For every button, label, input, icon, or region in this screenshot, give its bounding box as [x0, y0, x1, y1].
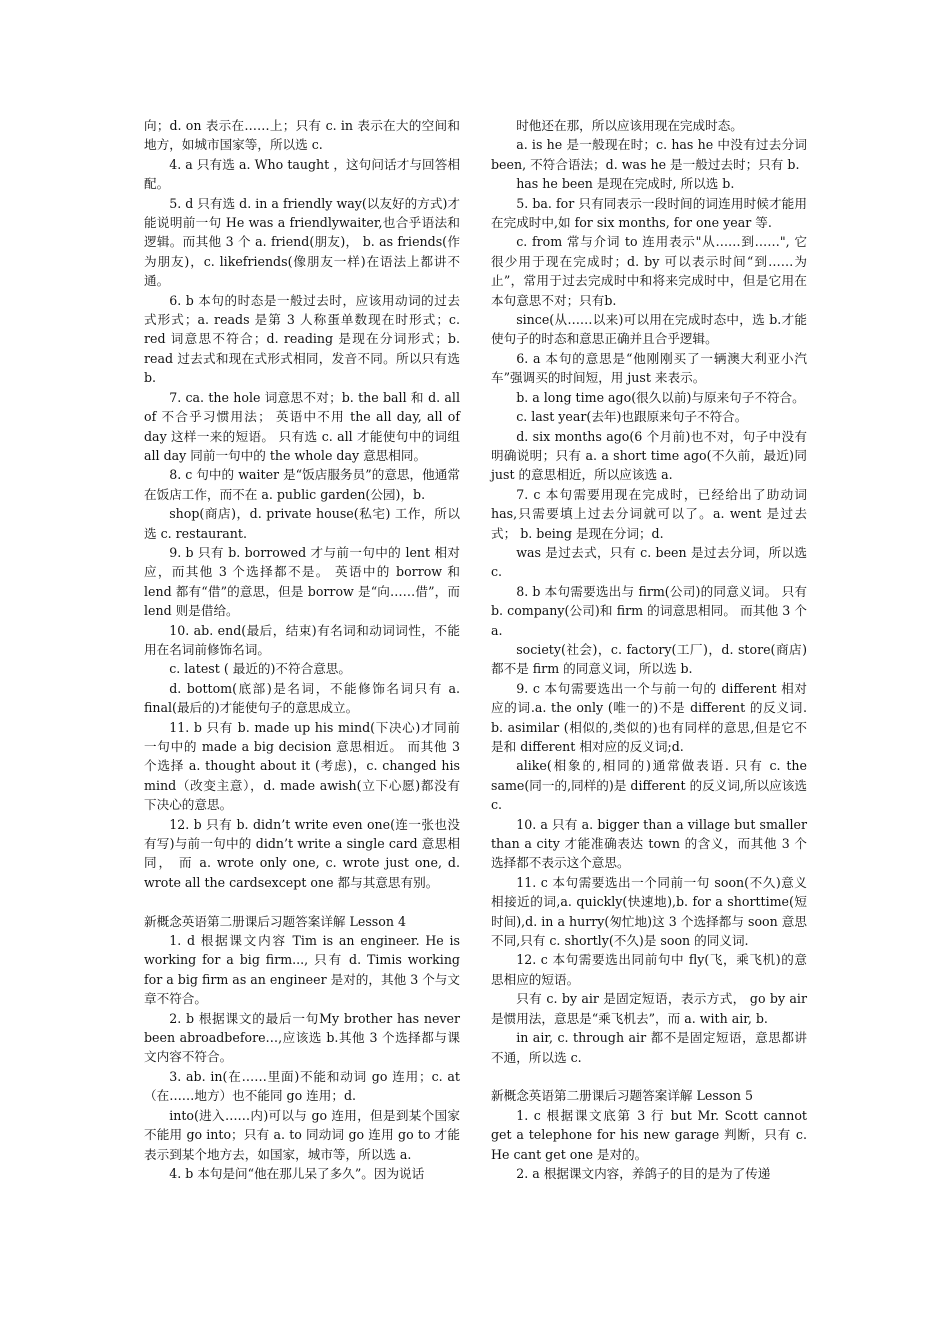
paragraph: shop(商店)，d. private house(私宅) 工作，所以选 c. restaurant. — [144, 506, 460, 541]
paragraph: has he been 是现在完成时, 所以选 b. — [516, 176, 735, 192]
paragraph: c. last year(去年)也跟原来句子不符合。 — [516, 409, 748, 425]
paragraph: in air, c. through air 都不是固定短语，意思都讲不通，所以选 c. — [491, 1030, 807, 1065]
paragraph: d. six months ago(6 个月前)也不对，句子中没有明确说明；只有 a. a short time ago(不久前，最近)同 just 的意思相近，所以应该选 a. — [491, 428, 807, 483]
section-heading: 新概念英语第二册课后习题答案详解 Lesson 4 — [144, 913, 406, 929]
paragraph: 4. a 只有选 a. Who taught ，这句问话才与回答相配。 — [144, 156, 460, 192]
paragraph: 10. a 只有 a. bigger than a village but smaller than a city 才能准确表达 town 的含义，而其他 3 个选择都不表示这个意思。 — [491, 816, 807, 871]
paragraph: 6. a 本句的意思是“他刚刚买了一辆澳大利亚小汽车”强调买的时间短，用 just 来表示。 — [491, 350, 807, 386]
paragraph: society(社会)，c. factory(工厂)，d. store(商店)都不是 firm 的同意义词，所以选 b. — [491, 641, 807, 677]
paragraph: 5. d 只有选 d. in a friendly way(以友好的方式)才能说明前一句 He was a friendlywaiter,也合乎语法和逻辑。而其他 3 个 a. friend(朋友)， b. as friends(作为朋友)，c. likefriends(像朋友一样)在语法上都讲不通。 — [144, 195, 460, 289]
paragraph: since(从……以来)可以用在完成时态中，选 b.才能使句子的时态和意思正确并且合乎逻辑。 — [491, 312, 807, 347]
paragraph: into(进入……内)可以与 go 连用，但是到某个国家不能用 go into；只有 a. to 同动词 go 连用 go to 才能表示到某个地方去，如国家，城市等，所以选 a. — [144, 1107, 460, 1162]
paragraph: 6. b 本句的时态是一般过去时，应该用动词的过去式形式；a. reads 是第 3 人称蛋单数现在时形式；c. red 词意思不符合；d. reading 是现在分词形式；b. read 过去式和现在式形式相同，发音不同。所以只有选 b. — [144, 292, 460, 386]
paragraph: 9. b 只有 b. borrowed 才与前一句中的 lent 相对应，而其他 3 个选择都不是。 英语中的 borrow 和 lend 都有“借”的意思，但是 borrow 是“向……借”，而 lend 则是借给。 — [144, 544, 460, 619]
section-heading: 新概念英语第二册课后习题答案详解 Lesson 5 — [491, 1088, 753, 1104]
paragraph: c. from 常与介词 to 连用表示"从……到……", 它很少用于现在完成时；d. by 可以表示时间“到……为止”，常用于过去完成时中和将来完成时中，但是它用在本句意思不对；只有b. — [491, 234, 807, 308]
paragraph: 2. b 根据课文的最后一句My brother has never been abroadbefore…,应该选 b.其他 3 个选择都与课文内容不符合。 — [144, 1010, 460, 1065]
right-column — [491, 116, 807, 1183]
paragraph: 5. ba. for 只有同表示一段时间的词连用时候才能用在完成时中,如 for six months, for one year 等. — [491, 195, 807, 231]
paragraph: 向；d. on 表示在……上；只有 c. in 表示在大的空间和地方，如城市国家等，所以选 c. — [144, 118, 460, 153]
paragraph: 12. c 本句需要选出同前句中 fly(飞，乘飞机)的意思相应的短语。 — [491, 952, 807, 987]
paragraph: 11. b 只有 b. made up his mind(下决心)才同前一句中的 made a big decision 意思相近。 而其他 3 个选择 a. thought about it (考虑)，c. changed his mind（改变主意），d. made awish(立下心愿)都没有下决心的意思。 — [144, 719, 460, 813]
paragraph: 10. ab. end(最后，结束)有名词和动词词性，不能用在名词前修饰名词。 — [144, 622, 460, 657]
paragraph: was 是过去式，只有 c. been 是过去分词，所以选 c. — [491, 544, 807, 580]
paragraph: 9. c 本句需要选出一个与前一句的 different 相对应的词.a. the only (唯一的)不是 different 的反义词. b. asimilar (相似的,类似的)也有同样的意思,但是它不是和 different 相对应的反义词;d. — [491, 680, 807, 754]
paragraph: 1. c 根据课文底第 3 行 but Mr. Scott cannot get a telephone for his new garage 判断，只有 c. He cant get one 是对的。 — [491, 1107, 807, 1162]
paragraph: 7. ca. the hole 词意思不对；b. the ball 和 d. all of 不合乎习惯用法； 英语中不用 the all day, all of day 这样一来的短语。 只有选 c. all 才能使句中的词组 all day 同前一句中的 the whole day 意思相同。 — [144, 389, 460, 463]
paragraph: d. bottom(底部)是名词，不能修饰名词只有 a. final(最后的)才能使句子的意思成立。 — [144, 680, 460, 716]
paragraph: 7. c 本句需要用现在完成时，已经给出了助动词 has,只需要填上过去分词就可以了。a. went 是过去式； b. being 是现在分词；d. — [491, 486, 807, 541]
paragraph: alike(相象的,相同的)通常做表语. 只有 c. the same(同一的,同样的)是 different 的反义词,所以应该选 c. — [491, 758, 807, 813]
paragraph: 11. c 本句需要选出一个同前一句 soon(不久)意义相接近的词,a. quickly(快速地),b. for a shorttime(短时间),d. in a hurry(匆忙地)这 3 个选择都与 soon 意思不同,只有 c. shortly(不久)是 soon 的同义词. — [491, 874, 807, 949]
paragraph: 8. c 句中的 waiter 是“饭店服务员”的意思，他通常在饭店工作，而不在 a. public garden(公园)，b. — [144, 467, 460, 502]
paragraph: 只有 c. by air 是固定短语，表示方式， go by air 是惯用法，意思是“乘飞机去”，而 a. with air, b. — [491, 991, 807, 1026]
paragraph: a. is he 是一般现在时；c. has he 中没有过去分词 been, 不符合语法；d. was he 是一般过去时；只有 b. — [491, 137, 807, 172]
paragraph: b. a long time ago(很久以前)与原来句子不符合。 — [516, 389, 805, 405]
paragraph: 1. d 根据课文内容 Tim is an engineer. He is working for a big firm..., 只有 d. Timis working for a big firm as an engineer 是对的，其他 3 个与文章不符合。 — [144, 933, 460, 1007]
paragraph: c. latest ( 最近的)不符合意思。 — [169, 661, 351, 677]
paragraph: 12. b 只有 b. didn’t write even one(连一张也没有写)与前一句中的 didn’t write a single card 意思相同， 而 a. wrote only one, c. wrote just one, d. wrote all the cardsexcept one 都与其意思有别。 — [144, 816, 460, 890]
paragraph: 4. b 本句是问“他在那儿呆了多久”。因为说话 — [169, 1165, 425, 1181]
left-column — [144, 116, 460, 1183]
paragraph: 时他还在那，所以应该用现在完成时态。 — [516, 118, 743, 133]
paragraph: 8. b 本句需要选出与 firm(公司)的同意义词。 只有 b. company(公司)和 firm 的词意思相同。 而其他 3 个 a. — [491, 583, 807, 638]
paragraph: 3. ab. in(在……里面)不能和动词 go 连用；c. at（在……地方）也不能同 go 连用；d. — [144, 1068, 460, 1104]
paragraph: 2. a 根据课文内容，养鸽子的目的是为了传递 — [516, 1165, 771, 1181]
